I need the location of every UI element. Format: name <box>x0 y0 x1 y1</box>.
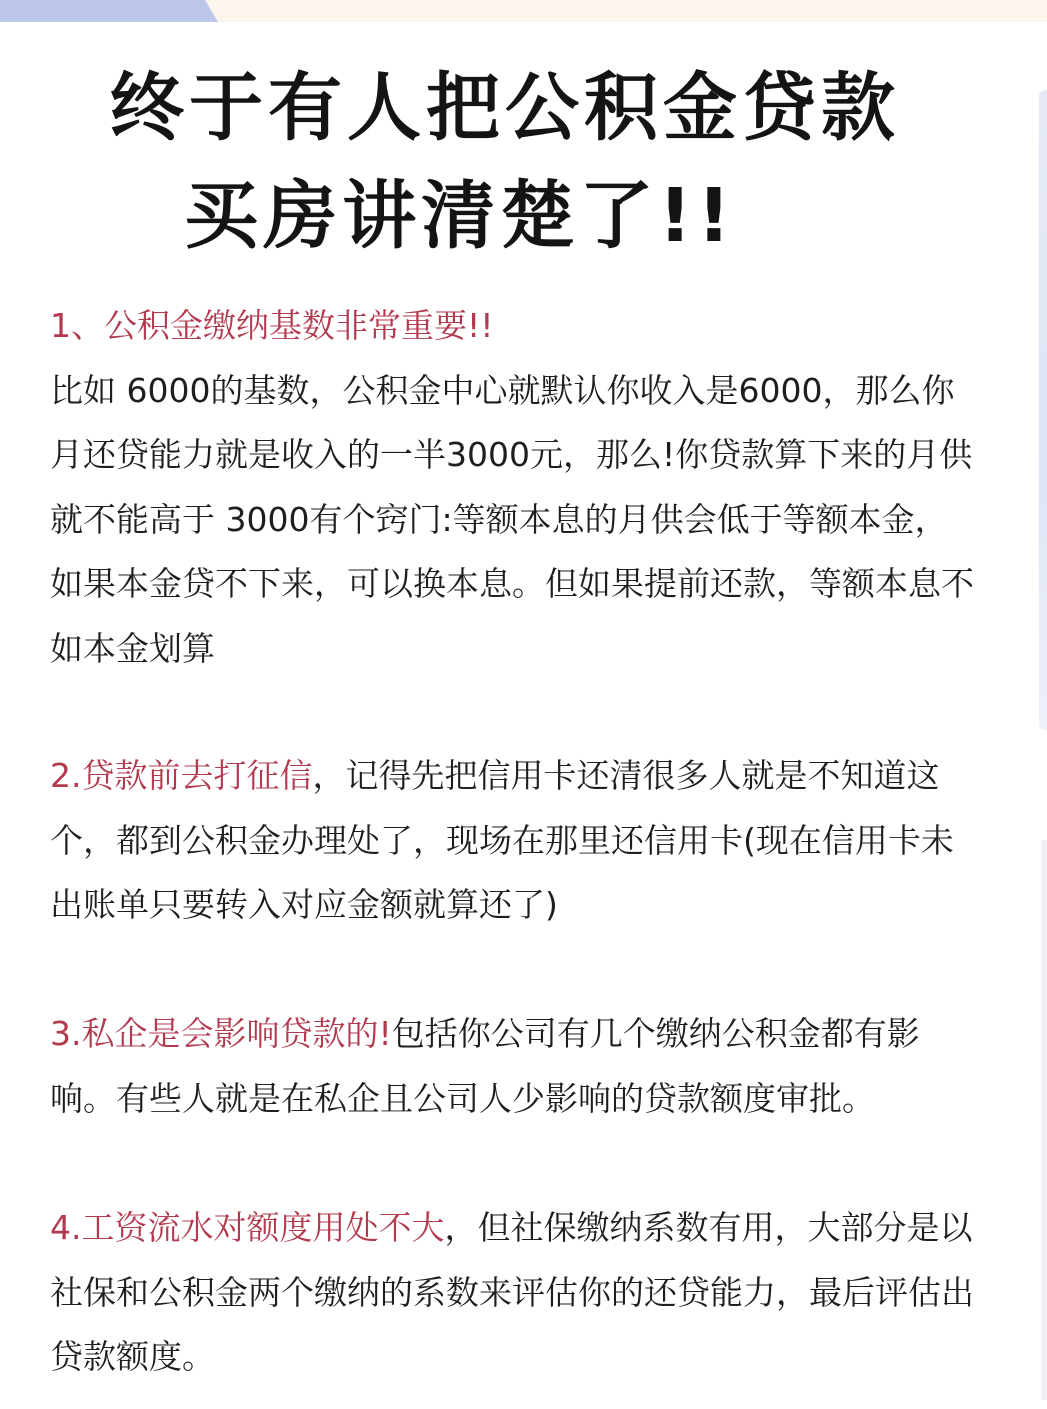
section-1-heading: 1、公积金缴纳基数非常重要!! <box>50 306 494 345</box>
right-edge-lower-decoration <box>1041 840 1047 1400</box>
section-3-body: 包括你公司有几个缴纳公积金都有影响。有些人就是在私企且公司人少影响的贷款额度审批。 <box>50 1014 920 1118</box>
top-accent-tab <box>0 0 218 22</box>
section-4-body: ，但社保缴纳系数有用，大部分是以社保和公积金两个缴纳的系数来评估你的还贷能力，最后评估出贷款额度。 <box>50 1208 974 1376</box>
section-2 <box>50 744 980 938</box>
section-4 <box>50 1196 980 1390</box>
section-3-heading: 3.私企是会影响贷款的! <box>50 1014 392 1053</box>
right-edge-decoration <box>1039 90 1047 730</box>
page-title-line-1: 终于有人把公积金贷款 <box>110 65 900 151</box>
section-2-heading: 2.贷款前去打征信 <box>50 756 313 795</box>
section-2-body: ，记得先把信用卡还清很多人就是不知道这个，都到公积金办理处了，现场在那里还信用卡(现在信用卡未出账单只要转入对应金额就算还了) <box>50 756 954 924</box>
section-1 <box>50 294 980 681</box>
section-3 <box>50 1002 980 1131</box>
top-decoration-bar <box>0 0 1047 22</box>
page-title-line-2: 买房讲清楚了!! <box>184 173 736 259</box>
section-4-heading: 4.工资流水对额度用处不大 <box>50 1208 445 1247</box>
section-1-body: 比如 6000的基数，公积金中心就默认你收入是6000，那么你月还贷能力就是收入的一半3000元，那么!你贷款算下来的月供就不能高于 3000有个窍门:等额本息的月供会低于等额本金，如果本金贷不下来，可以换本息。但如果提前还款，等额本息不如本金划算 <box>50 370 974 668</box>
